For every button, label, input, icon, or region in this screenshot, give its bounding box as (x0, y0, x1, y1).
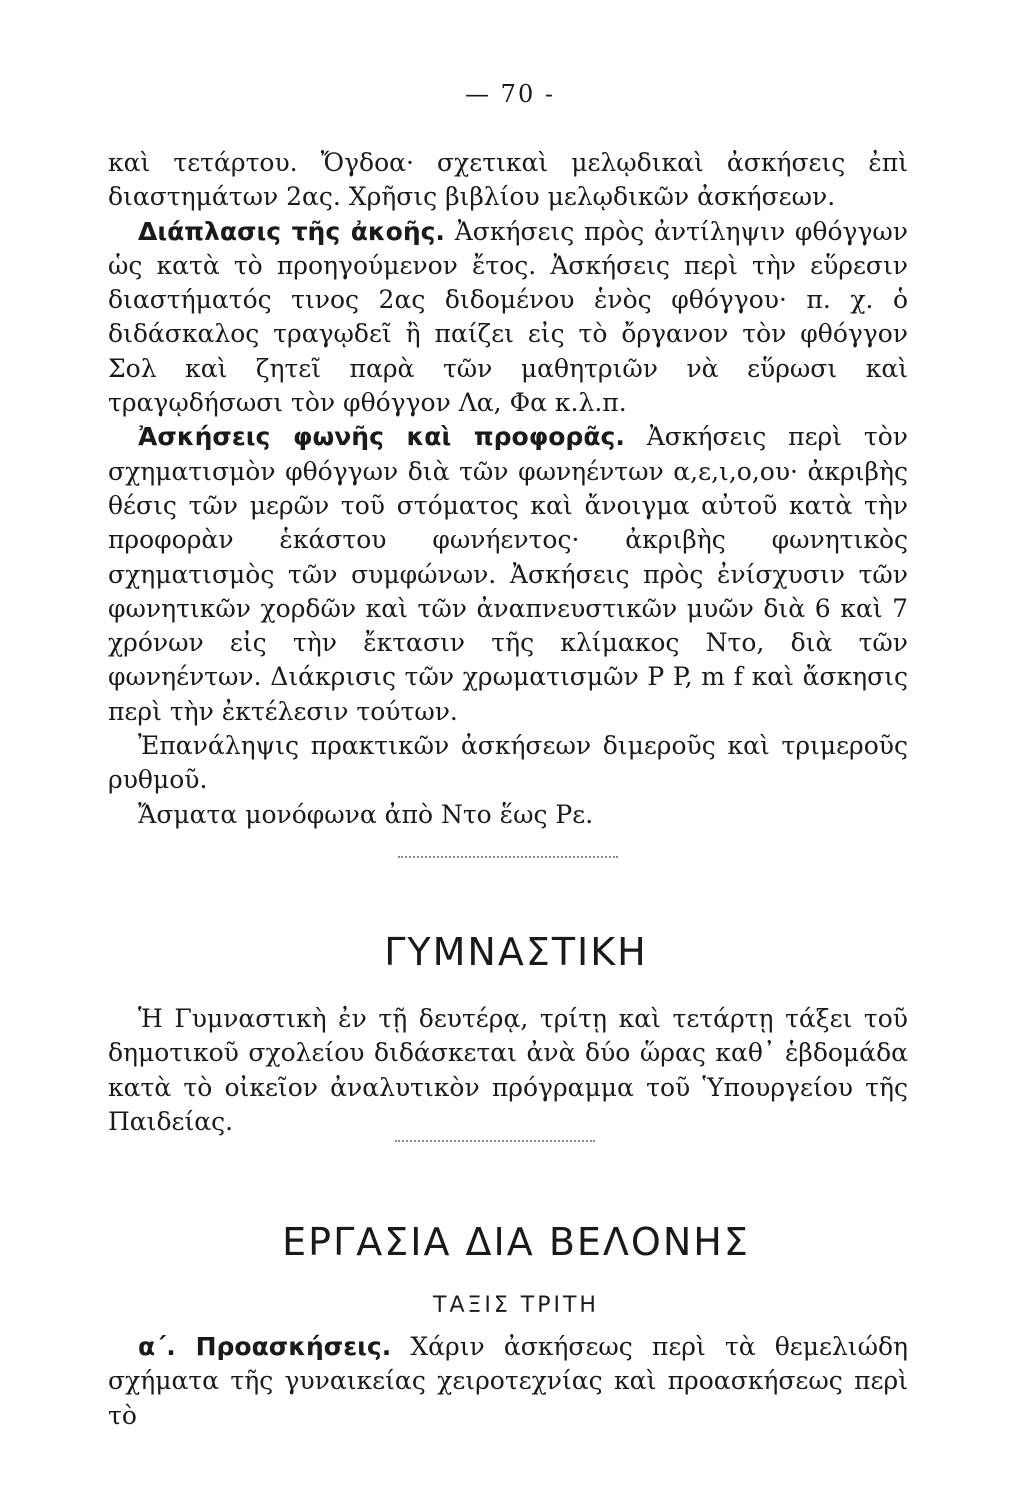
page-number: — 70 - (465, 80, 555, 108)
hearing-training-text: Ἀσκήσεις πρὸς ἀντίληψιν φθόγγων ὡς κατὰ τὸ προηγούμενον ἔτος. Ἀσκήσεις περὶ τὴν εὕρεσιν διαστήματός τινος 2ας διδομένου ἑνὸς φθόγγου· π. χ. ὁ διδάσκαλος τραγῳδεῖ ἢ παίζει εἰς τὸ ὄργανον τὸν φθόγγον Σολ καὶ ζητεῖ παρὰ τῶν μαθητριῶν νὰ εὕρωσι καὶ τραγῳδήσωσι τὸν φθόγγον Λα, Φα κ.λ.π. (108, 216, 908, 418)
gymnastics-title: ΓΥΜΝΑΣΤΙΚΗ (384, 930, 648, 974)
music-paragraph-rhythm: Ἐπανάληψις πρακτικῶν ἀσκήσεων διμεροῦς καὶ τριμεροῦς ρυθμοῦ. (108, 731, 908, 795)
preliminary-exercises-text: Χάριν ἀσκήσεως περὶ τὰ θεμελιώδη σχήματα τῆς γυναικείας χειροτεχνίας καὶ προασκήσεως περὶ τὸ (108, 1332, 909, 1430)
needlework-section-text (108, 1330, 908, 1433)
heading-hearing-training: Διάπλασις τῆς ἀκοῆς. (138, 216, 445, 246)
needlework-title: ΕΡΓΑΣΙΑ ΔΙΑ ΒΕΛΟΝΗΣ (282, 1220, 750, 1264)
heading-voice-exercises: Ἀσκήσεις φωνῆς καὶ προφορᾶς. (138, 422, 625, 452)
needlework-subtitle: ΤΑΞΙΣ ΤΡΙΤΗ (433, 1293, 599, 1318)
music-paragraph-songs: Ἄσματα μονόφωνα ἀπὸ Ντο ἕως Ρε. (138, 799, 594, 829)
heading-preliminary-exercises: α΄. Προασκήσεις. (138, 1332, 392, 1361)
voice-exercises-text: Ἀσκήσεις περὶ τὸν σχηματισμὸν φθόγγων διὰ τῶν φωνηέντων α,ε,ι,ο,ου· ἀκριβὴς θέσις τῶν μερῶν τοῦ στόματος καὶ ἄνοιγμα αὐτοῦ κατὰ τὴν προφορὰν ἑκάστου φωνήεντος· ἀκριβὴς φωνητικὸς σχηματισμὸς τῶν συμφώνων. Ἀσκήσεις πρὸς ἐνίσχυσιν τῶν φωνητικῶν χορδῶν καὶ τῶν ἀναπνευστικῶν μυῶν διὰ 6 καὶ 7 χρόνων εἰς τὴν ἔκτασιν τῆς κλίμακος Ντο, διὰ τῶν φωνηέντων. Διάκρισις τῶν χρωματισμῶν P P, m f καὶ ἄσκησις περὶ τὴν ἐκτέλεσιν τούτων. (108, 422, 908, 726)
needlework-paragraph-1 (108, 1330, 908, 1433)
music-paragraph-voice (108, 420, 908, 729)
music-section-text (108, 146, 908, 832)
music-paragraph-1: καὶ τετάρτου. Ὄγδοα· σχετικαὶ μελῳδικαὶ ἀσκήσεις ἐπὶ διαστημάτων 2ας. Χρῆσις βιβλίου μελῳδικῶν ἀσκήσεων. (108, 148, 908, 212)
gymnastics-paragraph: Ἡ Γυμναστικὴ ἐν τῇ δευτέρᾳ, τρίτῃ καὶ τετάρτῃ τάξει τοῦ δημοτικοῦ σχολείου διδάσκεται ἀνὰ δύο ὥρας καθ᾽ ἑβδομάδα κατὰ τὸ οἰκεῖον ἀναλυτικὸν πρόγραμμα τοῦ Ὑπουργείου τῆς Παιδείας. (108, 1004, 908, 1136)
music-paragraph-hearing (108, 215, 908, 421)
gymnastics-section-text (108, 1002, 908, 1139)
section-divider (398, 856, 618, 858)
section-divider (395, 1140, 595, 1142)
